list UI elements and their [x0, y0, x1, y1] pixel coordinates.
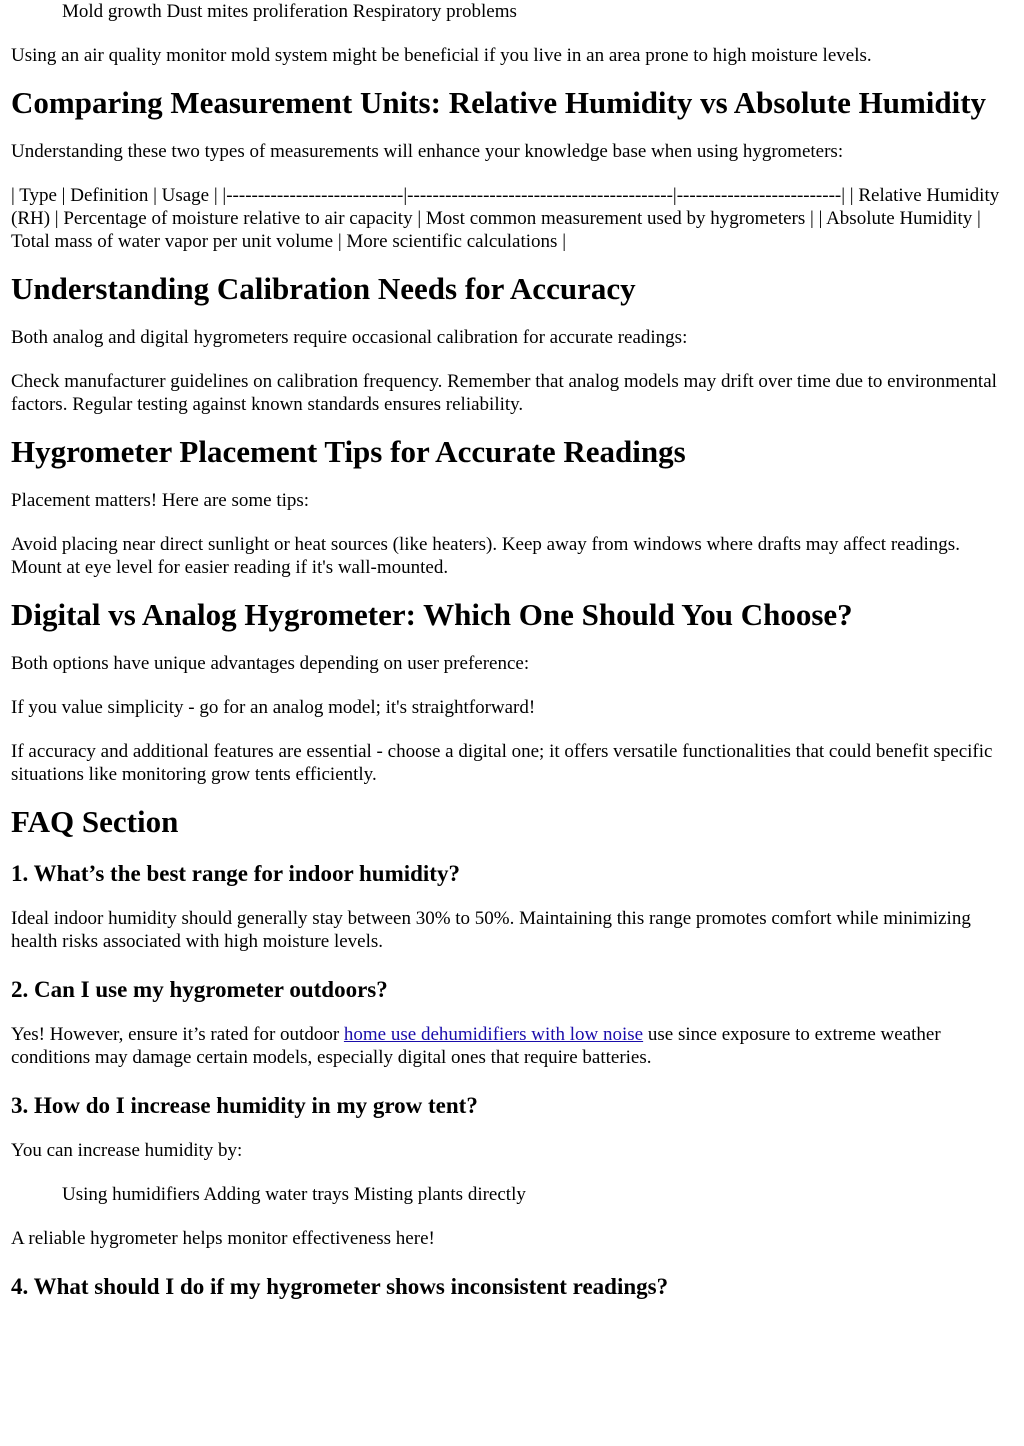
faq-q3-outro: A reliable hygrometer helps monitor effectiveness here!	[11, 1228, 435, 1249]
faq-q2-answer-start: Yes! However, ensure it’s rated for outdoor	[11, 1024, 344, 1045]
comparison-digital: If accuracy and additional features are essential - choose a digital one; it offers versatile functionalities that could benefit specific situations like monitoring grow tents efficiently.	[11, 741, 993, 785]
units-table-text: | Type | Definition | Usage | |----------------------------|------------------------------------------|--------------------------| | Relative Humidity (RH) | Percentage of moisture relative to air capacity | Most common measurement used by hygrometers | | Absolute Humidity | Total mass of water vapor per unit volume | More scientific calculations |	[11, 185, 1000, 252]
faq-q2-answer	[11, 1023, 1013, 1069]
placement-heading: Hygrometer Placement Tips for Accurate Readings	[11, 434, 686, 469]
faq-q1-question: 1. What’s the best range for indoor humidity?	[11, 861, 460, 886]
comparison-heading: Digital vs Analog Hygrometer: Which One Should You Choose?	[11, 597, 853, 632]
faq-heading: FAQ Section	[11, 804, 179, 839]
faq-q4-question: 4. What should I do if my hygrometer shows inconsistent readings?	[11, 1274, 669, 1299]
air-quality-paragraph: Using an air quality monitor mold system might be beneficial if you live in an area prone to high moisture levels.	[11, 45, 872, 66]
calibration-heading: Understanding Calibration Needs for Accuracy	[11, 271, 636, 306]
faq-q3-question: 3. How do I increase humidity in my grow tent?	[11, 1093, 478, 1118]
comparison-analog: If you value simplicity - go for an analog model; it's straightforward!	[11, 697, 536, 718]
risk-list: Mold growth Dust mites proliferation Respiratory problems	[62, 1, 517, 22]
placement-tips: Avoid placing near direct sunlight or heat sources (like heaters). Keep away from windows where drafts may affect readings. Mount at eye level for easier reading if it's wall-mounted.	[11, 534, 960, 578]
units-intro: Understanding these two types of measurements will enhance your knowledge base when using hygrometers:	[11, 141, 844, 162]
faq-q2-question: 2. Can I use my hygrometer outdoors?	[11, 977, 388, 1002]
units-heading: Comparing Measurement Units: Relative Humidity vs Absolute Humidity	[11, 85, 987, 120]
faq-q3-methods: Using humidifiers Adding water trays Misting plants directly	[62, 1184, 526, 1205]
placement-intro: Placement matters! Here are some tips:	[11, 490, 310, 511]
faq-q2-answer-end: use since exposure to extreme weather conditions may damage certain models, especially digital ones that require batteries.	[11, 1024, 941, 1068]
faq-q1-answer: Ideal indoor humidity should generally stay between 30% to 50%. Maintaining this range promotes comfort while minimizing health risks associated with high moisture levels.	[11, 908, 971, 952]
comparison-intro: Both options have unique advantages depending on user preference:	[11, 653, 530, 674]
dehumidifier-link[interactable]: home use dehumidifiers with low noise	[343, 1024, 644, 1045]
calibration-intro: Both analog and digital hygrometers require occasional calibration for accurate readings:	[11, 327, 688, 348]
calibration-details: Check manufacturer guidelines on calibration frequency. Remember that analog models may drift over time due to environmental factors. Regular testing against known standards ensures reliability.	[11, 371, 997, 415]
faq-q3-intro: You can increase humidity by:	[11, 1140, 243, 1161]
